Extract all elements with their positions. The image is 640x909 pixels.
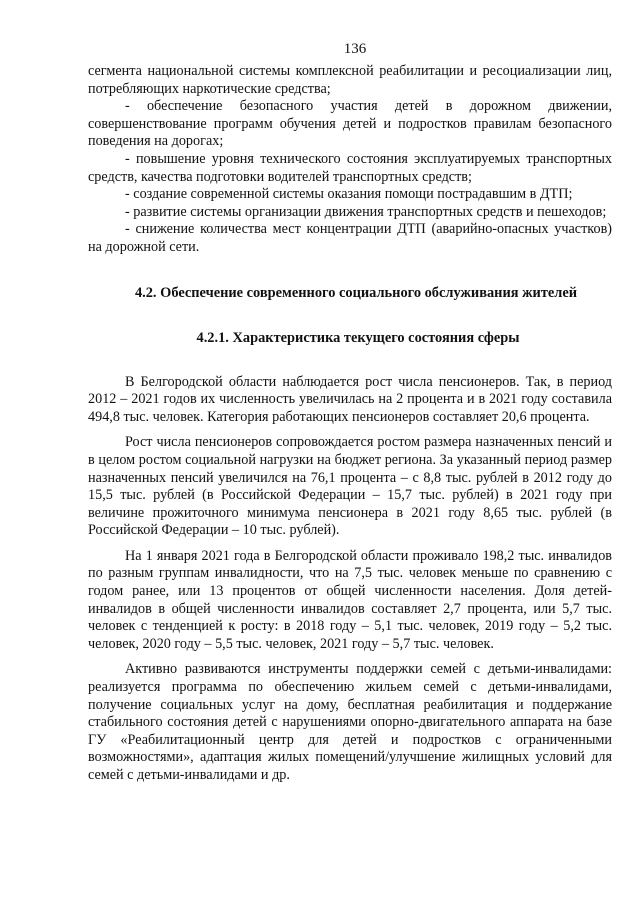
paragraph: В Белгородской области наблюдается рост числа пенсионеров. Так, в период 2012 – 2021 годов их численность увеличилась на 2 процента и в 2021 году составила 494,8 тыс. человек. Категория работающих пенсионеров составляет 20,6 процента. <box>88 373 612 425</box>
list-item: - создание современной системы оказания помощи пострадавшим в ДТП; <box>125 186 573 203</box>
list-item: - обеспечение безопасного участия детей в дорожном движении, совершенствование программ обучения детей и подростков правилам безопасного поведения на дорогах; <box>88 98 612 150</box>
paragraph: На 1 января 2021 года в Белгородской области проживало 198,2 тыс. инвалидов по разным группам инвалидности, что на 7,5 тыс. человек меньше по сравнению с годом ранее, или 13 процентов от общей численности населения. Доля детей-инвалидов в общей численности инвалидов составляет 2,7 процента, или 5,7 тыс. человек с тенденцией к росту: в 2018 году – 5,1 тыс. человек, 2019 году – 5,2 тыс. человек, 2020 году – 5,5 тыс. человек, 2021 году – 5,7 тыс. человек. <box>88 547 612 652</box>
list-item: - развитие системы организации движения транспортных средств и пешеходов; <box>125 203 607 220</box>
list-item: - повышение уровня технического состояния эксплуатируемых транспортных средств, качества подготовки водителей транспортных средств; <box>88 150 612 185</box>
list-item: - снижение количества мест концентрации ДТП (аварийно-опасных участков) на дорожной сети. <box>88 221 612 255</box>
page-number: 136 <box>343 41 367 57</box>
list-item-continuation: сегмента национальной системы комплексной реабилитации и ресоциализации лиц, потребляющих наркотические средства; <box>88 63 612 97</box>
section-heading: 4.2. Обеспечение современного социального обслуживания жителей <box>134 284 578 301</box>
subsection-heading: 4.2.1. Характеристика текущего состояния сферы <box>196 329 520 346</box>
paragraph: Активно развиваются инструменты поддержки семей с детьми-инвалидами: реализуется программа по обеспечению жильем семей с детьми-инвалидами, получение социальных услуг на дому, бесплатная реабилитация и поддержание стабильного состояния детей с нарушениями опорно-двигательного аппарата на базе ГУ «Реабилитационный центр для детей и подростков с ограниченными возможностями», адаптация жилых помещений/улучшение жилищных условий для семей с детьми-инвалидами и др. <box>88 661 612 783</box>
paragraph: Рост числа пенсионеров сопровождается ростом размера назначенных пенсий и в целом ростом социальной нагрузки на бюджет региона. За указанный период размер назначенных пенсий увеличился на 76,1 процента – с 8,8 тыс. рублей в 2012 году до 15,5 тыс. рублей (в Российской Федерации – 15,7 тыс. рублей) в 2021 году при величине прожиточного минимума пенсионера в 2021 году 8,65 тыс. рублей (в Российской Федерации – 10 тыс. рублей). <box>88 434 612 539</box>
